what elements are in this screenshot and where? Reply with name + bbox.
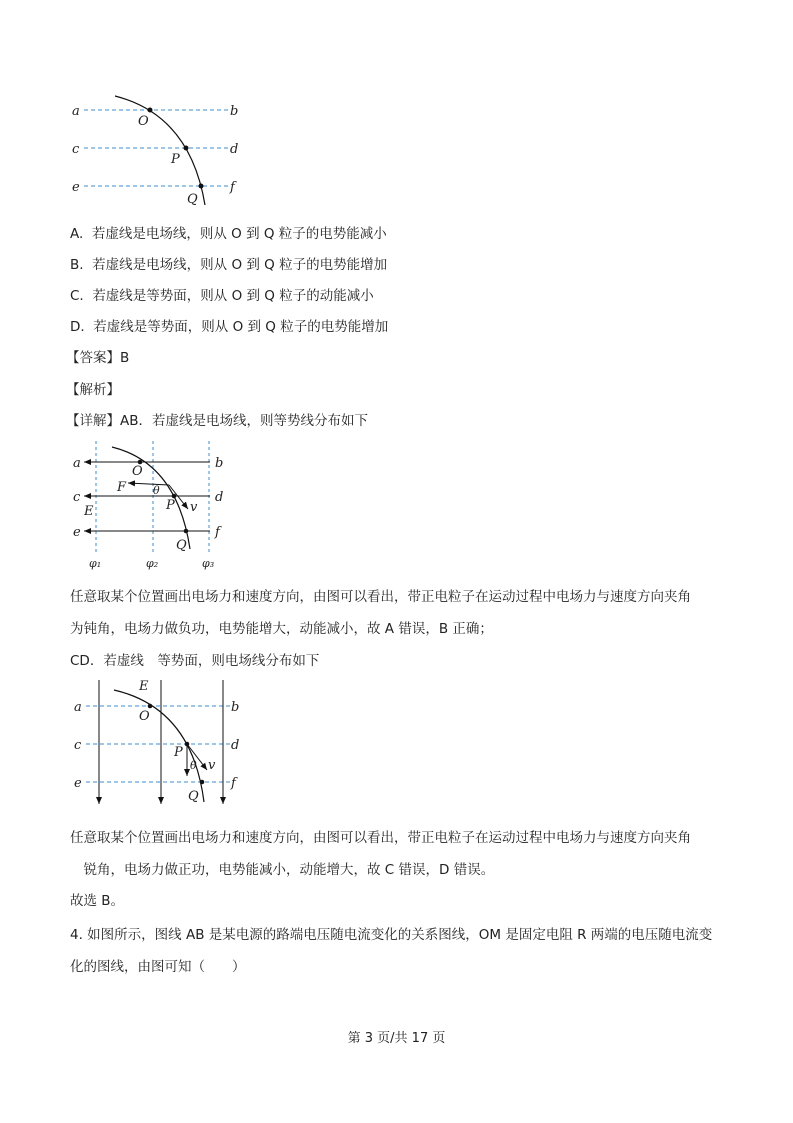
label-phi2: φ₂ [146,557,159,570]
label-theta: θ [190,759,197,772]
label-e: e [74,776,82,791]
explanation-1-line-2: 为钝角，电场力做负功，电势能增大，动能减小，故 A 错误，B 正确； [70,621,493,637]
label-E: E [84,504,94,519]
label-a: a [73,456,81,471]
label-e: e [73,525,81,540]
analysis-heading: 【解析】 [66,382,120,398]
label-E: E [139,679,149,694]
label-O: O [132,464,143,479]
figure-field-lines-1 [60,90,260,210]
detail-ab: 【详解】AB．若虚线是电场线，则等势线分布如下 [66,413,368,429]
option-d: D. 若虚线是等势面，则从 O 到 Q 粒子的电势能增加 [70,319,389,335]
label-b: b [215,456,224,471]
label-d: d [230,142,239,157]
explanation-1-line-1: 任意取某个位置画出电场力和速度方向，由图可以看出，带正电粒子在运动过程中电场力与速度方向夹角 [70,589,691,605]
label-b: b [230,104,239,119]
label-f: f [231,776,236,791]
label-v: v [190,500,198,515]
label-f: f [215,525,220,540]
label-phi3: φ₃ [202,557,215,570]
label-Q: Q [187,192,198,207]
label-Q: Q [176,538,187,553]
option-c: C. 若虚线是等势面，则从 O 到 Q 粒子的动能减小 [70,288,374,304]
label-O: O [139,709,150,724]
label-a: a [72,104,80,119]
label-e: e [72,180,80,195]
label-d: d [231,738,240,753]
label-d: d [215,490,224,505]
page-footer: 第 3 页/共 17 页 [347,1031,446,1046]
label-v: v [208,758,216,773]
figure-equipotential-lines [62,437,242,575]
conclusion: 故选 B。 [70,893,125,909]
option-a: A. 若虚线是电场线，则从 O 到 Q 粒子的电势能减小 [70,226,387,242]
label-c: c [72,142,80,157]
question-4-line-1: 4. 如图所示，图线 AB 是某电源的路端电压随电流变化的关系图线，OM 是固定电阻 R 两端的电压随电流变 [70,927,713,943]
label-O: O [138,114,149,129]
label-a: a [74,700,82,715]
label-theta: θ [153,484,160,497]
label-b: b [231,700,240,715]
figure-field-lines-2 [62,676,252,810]
question-4-line-2: 化的图线，由图可知（ ） [70,959,246,975]
explanation-2-line-1: 任意取某个位置画出电场力和速度方向，由图可以看出，带正电粒子在运动过程中电场力与速度方向夹角 [70,830,691,846]
label-F: F [117,480,127,495]
explanation-2-line-2: 锐角，电场力做正功，电势能减小，动能增大，故 C 错误，D 错误。 [70,862,495,878]
label-c: c [73,490,81,505]
label-Q: Q [188,789,199,804]
label-phi1: φ₁ [89,557,102,570]
answer: 【答案】B [66,350,130,366]
label-P: P [166,498,175,513]
label-f: f [230,180,235,195]
option-b: B. 若虚线是电场线，则从 O 到 Q 粒子的电势能增加 [70,257,388,273]
label-c: c [74,738,82,753]
label-P: P [174,745,183,760]
label-P: P [171,152,180,167]
detail-cd: CD．若虚线 等势面，则电场线分布如下 [70,653,320,669]
